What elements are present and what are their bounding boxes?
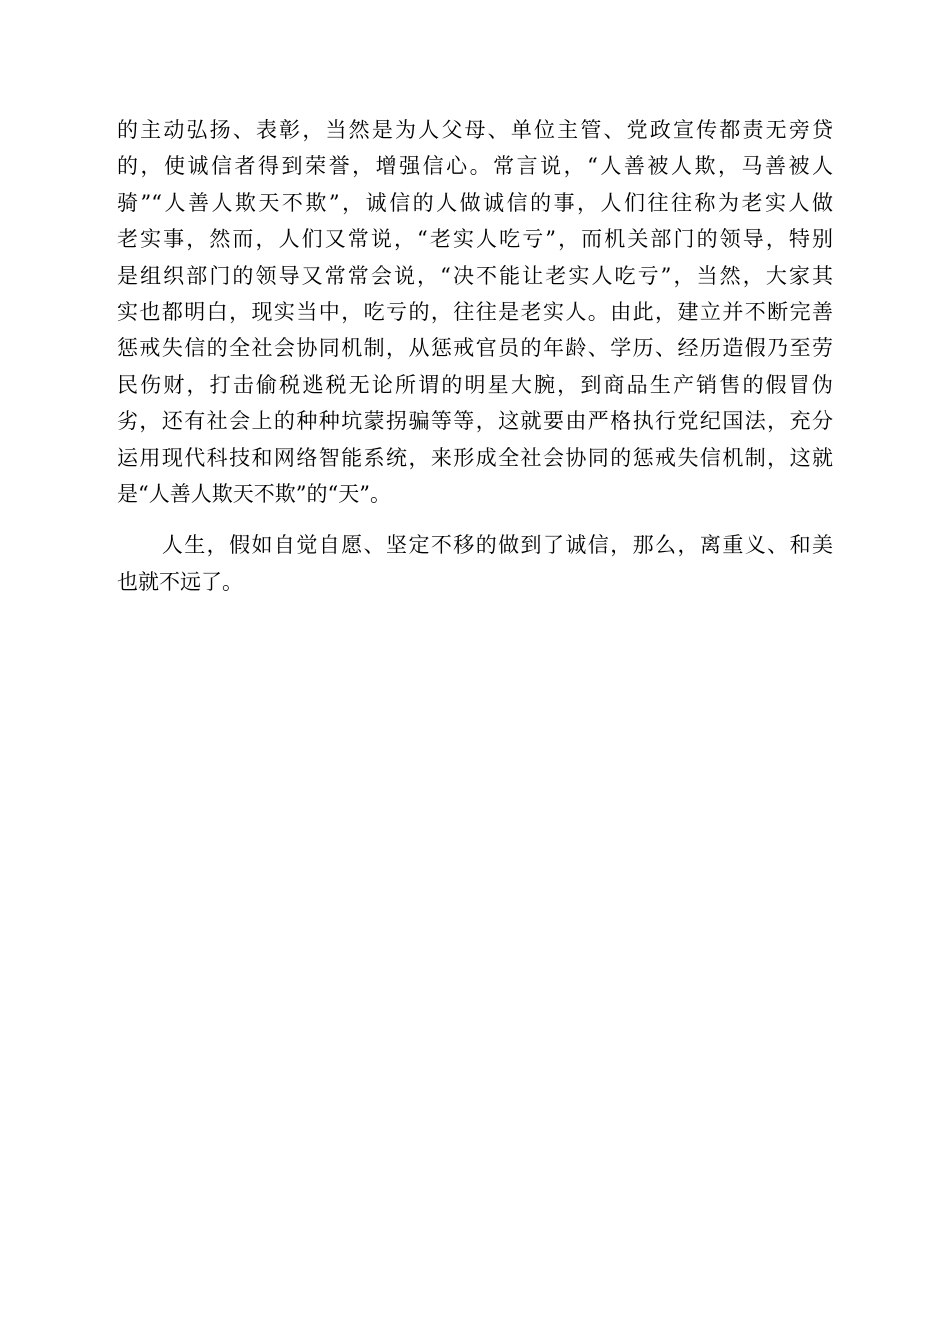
text-line: 惩戒失信的全社会协同机制，从惩戒官员的年龄、学历、经历造假乃至劳	[117, 336, 833, 361]
text-line: 的主动弘扬、表彰，当然是为人父母、单位主管、党政宣传都责无旁贷	[117, 118, 833, 142]
paragraph-2	[117, 527, 833, 600]
document-body	[117, 112, 833, 600]
text-line: 的，使诚信者得到荣誉，增强信心。常言说，“人善被人欺，马善被人	[117, 154, 833, 179]
text-line: 人生，假如自觉自愿、坚定不移的做到了诚信，那么，离重义、和美	[117, 533, 833, 558]
text-line: 是“人善人欺天不欺”的“天”。	[117, 481, 391, 506]
text-line: 劣，还有社会上的种种坑蒙拐骗等等，这就要由严格执行党纪国法，充分	[117, 409, 833, 434]
text-line: 是组织部门的领导又常常会说，“决不能让老实人吃亏”，当然，大家其	[117, 263, 833, 288]
text-line: 也就不远了。	[117, 569, 243, 594]
paragraph-spacing	[117, 512, 833, 527]
text-line: 骑”“人善人欺天不欺”，诚信的人做诚信的事，人们往往称为老实人做	[117, 190, 833, 215]
text-line: 民伤财，打击偷税逃税无论所谓的明星大腕，到商品生产销售的假冒伪	[117, 372, 833, 397]
text-line: 运用现代科技和网络智能系统，来形成全社会协同的惩戒失信机制，这就	[117, 445, 833, 470]
paragraph-1	[117, 112, 833, 512]
text-line: 实也都明白，现实当中，吃亏的，往往是老实人。由此，建立并不断完善	[117, 299, 833, 324]
text-line: 老实事，然而，人们又常说，“老实人吃亏”，而机关部门的领导，特别	[117, 227, 833, 252]
